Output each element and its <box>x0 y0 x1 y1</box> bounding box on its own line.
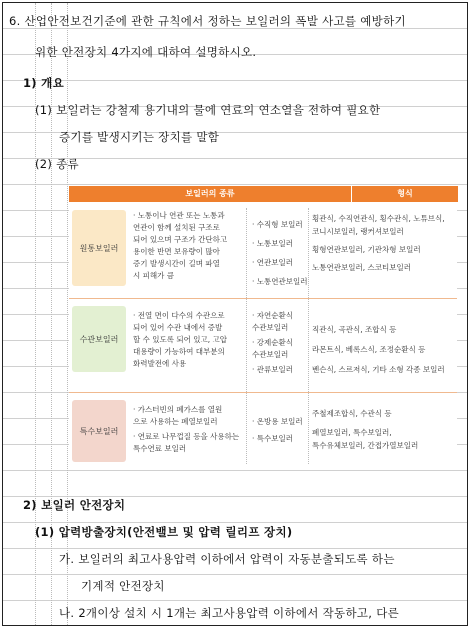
boiler-types-table <box>69 186 457 470</box>
description-cell: · 가스터빈의 폐가스를 열원 으로 사용하는 폐열보일러 · 연료로 나무껍질 등을 사용하는 특수연료 보일러 <box>133 405 240 453</box>
paragraph-line: (1) 보일러는 강철제 용기내의 물에 연료의 연소열을 전하여 필요한 <box>35 103 381 117</box>
table-header-form: 형식 <box>351 186 458 202</box>
paragraph-line: 나. 2개이상 설치 시 1개는 최고사용압력 이하에서 작동하고, 다른 <box>59 606 400 620</box>
document-page <box>2 2 468 626</box>
question-line: 위한 안전장치 4가지에 대하여 설명하시오. <box>35 45 257 59</box>
row-divider <box>69 298 457 299</box>
paragraph-line: 기계적 안전장치 <box>81 579 165 593</box>
row-divider <box>69 392 457 393</box>
form-cell: 주철제조합식, 수관식 등 폐열보일러, 특수보일러, 특수유체보일러, 간접가열보일러 <box>312 409 419 450</box>
type-cell: · 자연순환식 수관보일러 · 강제순환식 수관보일러 · 관류보일러 <box>252 311 293 374</box>
description-cell: · 노통이나 연관 또는 노통과 연관이 함께 설치된 구조로 되어 있으며 구조가 간단하고 용이한 반면 보유량이 많아 증기 발생시간이 길며 파열 시 피해가 큼 <box>133 211 228 280</box>
category-cell: 수관보일러 <box>72 306 126 372</box>
section-heading: 1) 개요 <box>23 76 64 90</box>
paragraph-line: (2) 종류 <box>35 157 79 171</box>
category-cell: 특수보일러 <box>72 400 126 462</box>
subsection-heading: (1) 압력방출장치(안전밸브 및 압력 릴리프 장치) <box>35 525 293 539</box>
category-cell: 원통보일러 <box>72 210 126 286</box>
question-line: 6. 산업안전보건기준에 관한 규칙에서 정하는 보일러의 폭발 사고를 예방하기 <box>9 14 406 28</box>
column-divider <box>246 208 247 464</box>
paragraph-line: 증기를 발생시키는 장치를 말함 <box>59 130 220 144</box>
type-cell: · 온방용 보일러 · 특수보일러 <box>252 417 303 443</box>
column-divider <box>308 208 309 464</box>
paragraph-line: 가. 보일러의 최고사용압력 이하에서 압력이 자동분출되도록 하는 <box>59 552 395 566</box>
form-cell: 직관식, 곡관식, 조합식 등 라몬트식, 베록스식, 조정순환식 등 벤슨식, 스르저식, 기타 소형 각종 보일러 <box>312 325 445 374</box>
description-cell: · 전열 면이 다수의 수관으로 되어 있어 수관 내에서 증발 할 수 있도록 되어 있고, 고압 대용량이 가능하여 대부분의 화력발전에 사용 <box>133 311 227 368</box>
form-cell: 횡관식, 수직연관식, 횡수관식, 노튜브식, 코니시보일러, 랭커셔보일러 횡형연관보일러, 기관차형 보일러 노통연관보일러, 스코티보일러 <box>312 214 445 272</box>
type-cell: · 수직형 보일러 · 노통보일러 · 연관보일러 · 노통연관보일러 <box>252 220 308 286</box>
section-heading: 2) 보일러 안전장치 <box>23 498 126 512</box>
table-header-type: 보일러의 종류 <box>69 186 351 202</box>
